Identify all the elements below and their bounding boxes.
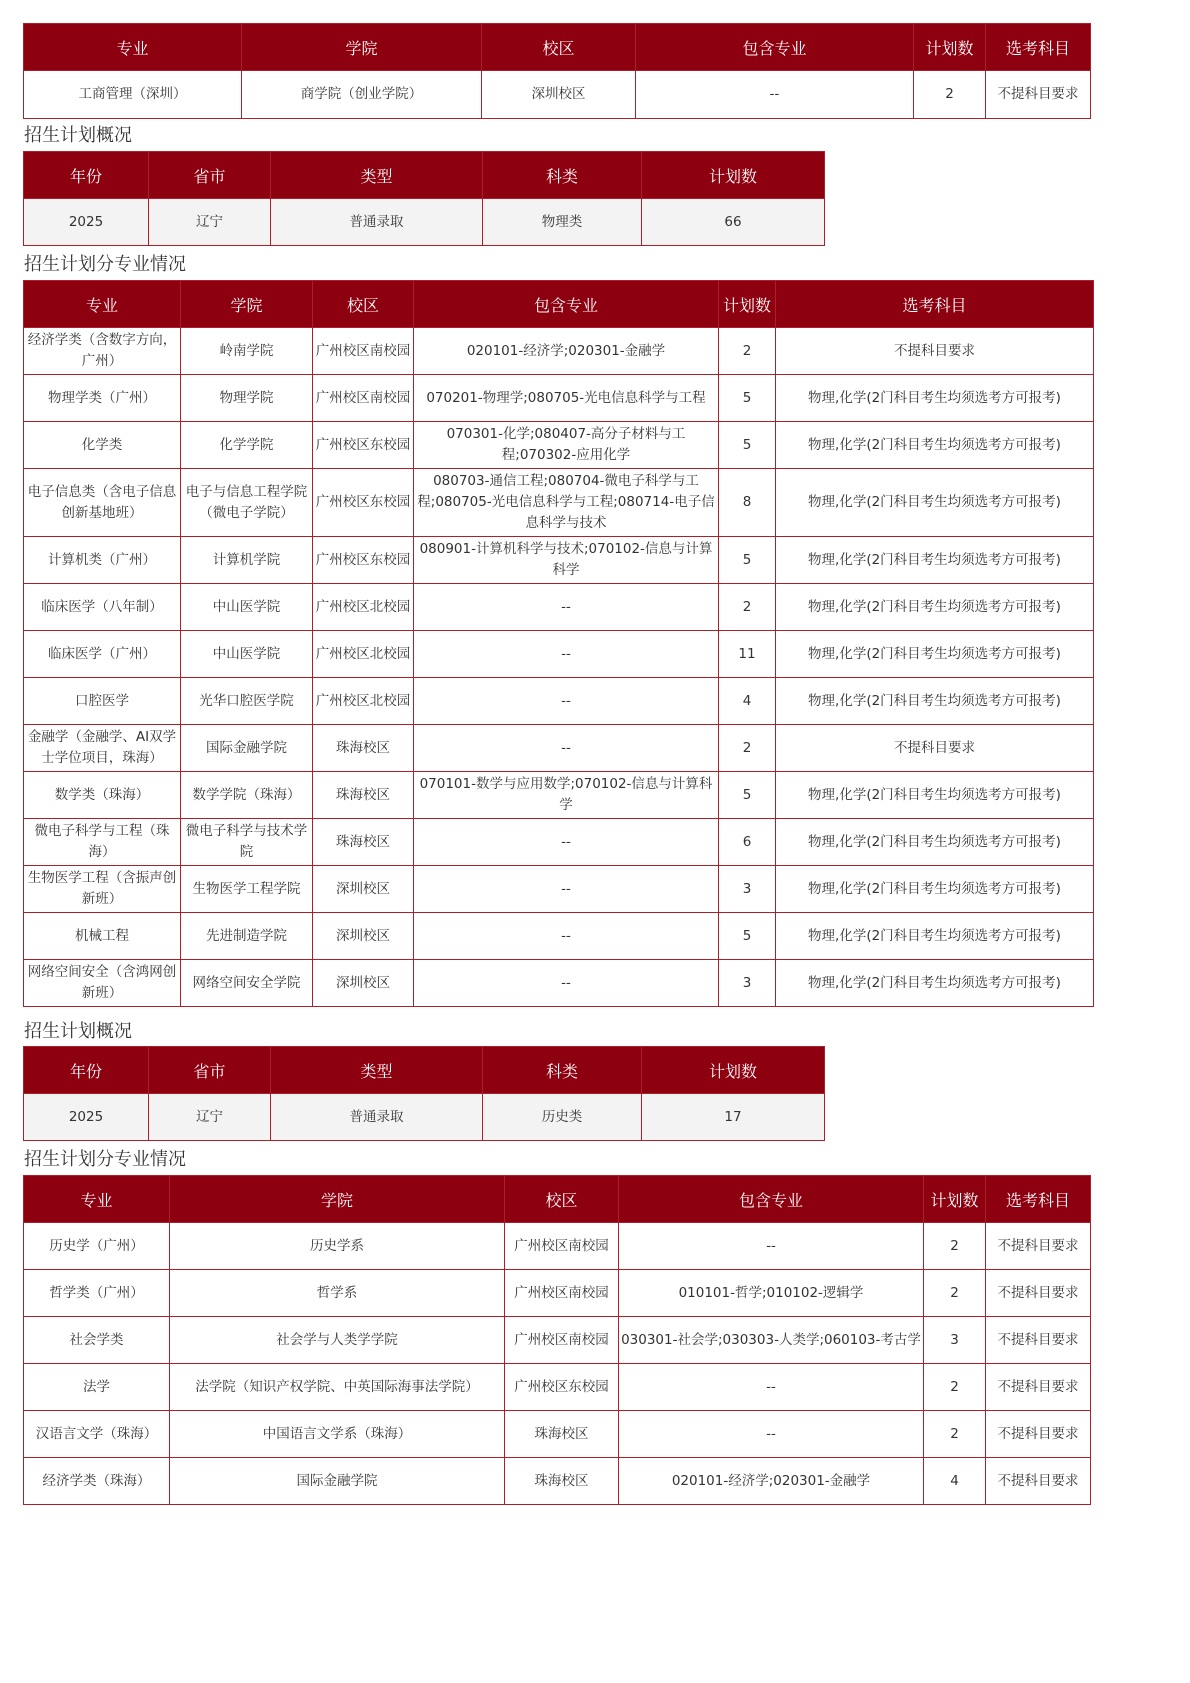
cell-major: 汉语言文学（珠海） xyxy=(24,1411,170,1458)
cell-subjects: 不提科目要求 xyxy=(776,725,1094,772)
table-row xyxy=(24,1270,1091,1317)
cell-major: 微电子科学与工程（珠海） xyxy=(24,819,181,866)
cell-campus: 珠海校区 xyxy=(313,772,414,819)
cell-included-majors: 070301-化学;080407-高分子材料与工程;070302-应用化学 xyxy=(414,422,719,469)
cell-college: 哲学系 xyxy=(170,1270,505,1317)
col-header-province: 省市 xyxy=(149,1047,271,1094)
cell-year: 2025 xyxy=(24,199,149,246)
cell-campus: 珠海校区 xyxy=(505,1411,619,1458)
cell-subjects: 不提科目要求 xyxy=(986,1364,1091,1411)
col-header-province: 省市 xyxy=(149,152,271,199)
col-header-included-majors: 包含专业 xyxy=(636,24,914,71)
cell-category: 物理类 xyxy=(483,199,642,246)
cell-college: 中山医学院 xyxy=(181,584,313,631)
cell-category: 历史类 xyxy=(483,1094,642,1141)
cell-included-majors: -- xyxy=(414,725,719,772)
table-row xyxy=(24,1094,825,1141)
cell-major: 历史学（广州） xyxy=(24,1223,170,1270)
table-row xyxy=(24,1317,1091,1364)
cell-college: 中山医学院 xyxy=(181,631,313,678)
table-row xyxy=(24,375,1094,422)
cell-campus: 广州校区东校园 xyxy=(313,537,414,584)
cell-college: 物理学院 xyxy=(181,375,313,422)
cell-college: 数学学院（珠海） xyxy=(181,772,313,819)
cell-major: 网络空间安全（含鸿网创新班） xyxy=(24,960,181,1007)
cell-plan-count: 2 xyxy=(924,1411,986,1458)
cell-subjects: 物理,化学(2门科目考生均须选考方可报考) xyxy=(776,422,1094,469)
cell-subjects: 不提科目要求 xyxy=(986,1270,1091,1317)
cell-campus: 深圳校区 xyxy=(313,866,414,913)
col-header-type: 类型 xyxy=(271,1047,483,1094)
cell-college: 社会学与人类学学院 xyxy=(170,1317,505,1364)
section-title-major-plan: 招生计划分专业情况 xyxy=(24,254,186,275)
table-row xyxy=(24,71,1091,119)
cell-campus: 深圳校区 xyxy=(313,913,414,960)
table-row xyxy=(24,328,1094,375)
cell-college: 电子与信息工程学院（微电子学院） xyxy=(181,469,313,537)
col-header-plan-count: 计划数 xyxy=(914,24,986,71)
cell-campus: 广州校区南校园 xyxy=(505,1270,619,1317)
table-row xyxy=(24,1458,1091,1505)
major-plan-table-history xyxy=(23,1175,1091,1505)
table-row xyxy=(24,631,1094,678)
table-row xyxy=(24,866,1094,913)
cell-college: 生物医学工程学院 xyxy=(181,866,313,913)
col-header-included-majors: 包含专业 xyxy=(619,1176,924,1223)
cell-major: 数学类（珠海） xyxy=(24,772,181,819)
cell-campus: 广州校区北校园 xyxy=(313,678,414,725)
plan-overview-table-history xyxy=(23,1046,825,1141)
table-row xyxy=(24,1364,1091,1411)
cell-included-majors: 020101-经济学;020301-金融学 xyxy=(619,1458,924,1505)
cell-plan-count: 2 xyxy=(924,1270,986,1317)
col-header-college: 学院 xyxy=(181,281,313,328)
col-header-plan-count: 计划数 xyxy=(642,1047,825,1094)
cell-plan-count: 2 xyxy=(719,328,776,375)
cell-subjects: 不提科目要求 xyxy=(986,1223,1091,1270)
cell-included-majors: -- xyxy=(414,913,719,960)
cell-college: 先进制造学院 xyxy=(181,913,313,960)
cell-subjects: 物理,化学(2门科目考生均须选考方可报考) xyxy=(776,913,1094,960)
col-header-college: 学院 xyxy=(170,1176,505,1223)
cell-major: 化学类 xyxy=(24,422,181,469)
cell-subjects: 物理,化学(2门科目考生均须选考方可报考) xyxy=(776,772,1094,819)
cell-included-majors: -- xyxy=(619,1223,924,1270)
cell-campus: 广州校区南校园 xyxy=(313,328,414,375)
col-header-campus: 校区 xyxy=(505,1176,619,1223)
col-header-major: 专业 xyxy=(24,1176,170,1223)
cell-campus: 珠海校区 xyxy=(313,819,414,866)
cell-subjects: 物理,化学(2门科目考生均须选考方可报考) xyxy=(776,375,1094,422)
cell-college: 商学院（创业学院） xyxy=(242,71,482,119)
cell-plan-count: 5 xyxy=(719,772,776,819)
cell-province: 辽宁 xyxy=(149,199,271,246)
table-row xyxy=(24,772,1094,819)
cell-college: 化学学院 xyxy=(181,422,313,469)
cell-campus: 广州校区南校园 xyxy=(313,375,414,422)
cell-college: 中国语言文学系（珠海） xyxy=(170,1411,505,1458)
cell-major: 计算机类（广州） xyxy=(24,537,181,584)
cell-campus: 广州校区南校园 xyxy=(505,1223,619,1270)
table-row xyxy=(24,422,1094,469)
cell-subjects: 物理,化学(2门科目考生均须选考方可报考) xyxy=(776,866,1094,913)
cell-subjects: 不提科目要求 xyxy=(776,328,1094,375)
col-header-category: 科类 xyxy=(483,152,642,199)
cell-major: 物理学类（广州） xyxy=(24,375,181,422)
cell-included-majors: 010101-哲学;010102-逻辑学 xyxy=(619,1270,924,1317)
cell-campus: 珠海校区 xyxy=(313,725,414,772)
cell-plan-count: 6 xyxy=(719,819,776,866)
cell-campus: 广州校区北校园 xyxy=(313,631,414,678)
cell-major: 工商管理（深圳） xyxy=(24,71,242,119)
section-title-plan-overview: 招生计划概况 xyxy=(24,1021,132,1042)
cell-plan-count: 3 xyxy=(719,866,776,913)
cell-plan-count: 2 xyxy=(914,71,986,119)
col-header-college: 学院 xyxy=(242,24,482,71)
cell-subjects: 不提科目要求 xyxy=(986,1411,1091,1458)
cell-year: 2025 xyxy=(24,1094,149,1141)
major-table-top xyxy=(23,23,1091,119)
cell-major: 哲学类（广州） xyxy=(24,1270,170,1317)
cell-campus: 深圳校区 xyxy=(482,71,636,119)
table-row xyxy=(24,199,825,246)
table-header-row xyxy=(24,24,1091,71)
cell-plan-count: 17 xyxy=(642,1094,825,1141)
col-header-campus: 校区 xyxy=(313,281,414,328)
cell-major: 生物医学工程（含振声创新班） xyxy=(24,866,181,913)
cell-plan-count: 2 xyxy=(719,584,776,631)
cell-campus: 深圳校区 xyxy=(313,960,414,1007)
cell-major: 法学 xyxy=(24,1364,170,1411)
col-header-subjects: 选考科目 xyxy=(986,24,1091,71)
table-header-row xyxy=(24,281,1094,328)
table-header-row xyxy=(24,1047,825,1094)
col-header-included-majors: 包含专业 xyxy=(414,281,719,328)
cell-subjects: 物理,化学(2门科目考生均须选考方可报考) xyxy=(776,678,1094,725)
cell-plan-count: 4 xyxy=(719,678,776,725)
table-header-row xyxy=(24,152,825,199)
table-row xyxy=(24,678,1094,725)
col-header-campus: 校区 xyxy=(482,24,636,71)
col-header-subjects: 选考科目 xyxy=(776,281,1094,328)
cell-subjects: 物理,化学(2门科目考生均须选考方可报考) xyxy=(776,584,1094,631)
cell-included-majors: 030301-社会学;030303-人类学;060103-考古学 xyxy=(619,1317,924,1364)
cell-plan-count: 3 xyxy=(924,1317,986,1364)
cell-plan-count: 5 xyxy=(719,537,776,584)
cell-included-majors: -- xyxy=(414,678,719,725)
cell-type: 普通录取 xyxy=(271,1094,483,1141)
cell-subjects: 物理,化学(2门科目考生均须选考方可报考) xyxy=(776,537,1094,584)
cell-subjects: 物理,化学(2门科目考生均须选考方可报考) xyxy=(776,960,1094,1007)
cell-included-majors: 070101-数学与应用数学;070102-信息与计算科学 xyxy=(414,772,719,819)
cell-campus: 广州校区东校园 xyxy=(313,469,414,537)
cell-major: 电子信息类（含电子信息创新基地班） xyxy=(24,469,181,537)
section-title-plan-overview: 招生计划概况 xyxy=(24,125,132,146)
cell-subjects: 不提科目要求 xyxy=(986,1458,1091,1505)
cell-college: 光华口腔医学院 xyxy=(181,678,313,725)
cell-included-majors: 070201-物理学;080705-光电信息科学与工程 xyxy=(414,375,719,422)
cell-plan-count: 3 xyxy=(719,960,776,1007)
cell-subjects: 不提科目要求 xyxy=(986,1317,1091,1364)
table-row xyxy=(24,1411,1091,1458)
cell-subjects: 物理,化学(2门科目考生均须选考方可报考) xyxy=(776,819,1094,866)
col-header-plan-count: 计划数 xyxy=(642,152,825,199)
cell-included-majors: -- xyxy=(619,1411,924,1458)
col-header-year: 年份 xyxy=(24,152,149,199)
cell-included-majors: -- xyxy=(414,631,719,678)
cell-college: 岭南学院 xyxy=(181,328,313,375)
cell-subjects: 物理,化学(2门科目考生均须选考方可报考) xyxy=(776,469,1094,537)
cell-college: 计算机学院 xyxy=(181,537,313,584)
col-header-plan-count: 计划数 xyxy=(719,281,776,328)
table-row xyxy=(24,1223,1091,1270)
col-header-major: 专业 xyxy=(24,24,242,71)
cell-major: 机械工程 xyxy=(24,913,181,960)
cell-major: 口腔医学 xyxy=(24,678,181,725)
cell-campus: 广州校区东校园 xyxy=(313,422,414,469)
col-header-type: 类型 xyxy=(271,152,483,199)
col-header-major: 专业 xyxy=(24,281,181,328)
cell-plan-count: 2 xyxy=(924,1223,986,1270)
table-row xyxy=(24,725,1094,772)
cell-plan-count: 11 xyxy=(719,631,776,678)
cell-major: 金融学（金融学、AI双学士学位项目，珠海） xyxy=(24,725,181,772)
table-row xyxy=(24,913,1094,960)
cell-major: 临床医学（八年制） xyxy=(24,584,181,631)
cell-plan-count: 5 xyxy=(719,913,776,960)
cell-campus: 广州校区北校园 xyxy=(313,584,414,631)
col-header-subjects: 选考科目 xyxy=(986,1176,1091,1223)
section-title-major-plan: 招生计划分专业情况 xyxy=(24,1149,186,1170)
table-row xyxy=(24,960,1094,1007)
col-header-year: 年份 xyxy=(24,1047,149,1094)
cell-major: 临床医学（广州） xyxy=(24,631,181,678)
cell-college: 国际金融学院 xyxy=(170,1458,505,1505)
cell-subjects: 物理,化学(2门科目考生均须选考方可报考) xyxy=(776,631,1094,678)
cell-included-majors: -- xyxy=(414,960,719,1007)
table-header-row xyxy=(24,1176,1091,1223)
cell-major: 经济学类（珠海） xyxy=(24,1458,170,1505)
cell-college: 网络空间安全学院 xyxy=(181,960,313,1007)
cell-included-majors: -- xyxy=(636,71,914,119)
cell-included-majors: 020101-经济学;020301-金融学 xyxy=(414,328,719,375)
cell-college: 法学院（知识产权学院、中英国际海事法学院） xyxy=(170,1364,505,1411)
table-row xyxy=(24,537,1094,584)
cell-included-majors: -- xyxy=(414,819,719,866)
cell-campus: 广州校区东校园 xyxy=(505,1364,619,1411)
cell-plan-count: 2 xyxy=(719,725,776,772)
cell-college: 历史学系 xyxy=(170,1223,505,1270)
cell-subjects: 不提科目要求 xyxy=(986,71,1091,119)
cell-included-majors: -- xyxy=(414,866,719,913)
table-row xyxy=(24,819,1094,866)
table-row xyxy=(24,584,1094,631)
cell-plan-count: 5 xyxy=(719,422,776,469)
cell-major: 经济学类（含数字方向，广州） xyxy=(24,328,181,375)
table-row xyxy=(24,469,1094,537)
cell-included-majors: -- xyxy=(414,584,719,631)
cell-province: 辽宁 xyxy=(149,1094,271,1141)
cell-included-majors: 080703-通信工程;080704-微电子科学与工程;080705-光电信息科学与工程;080714-电子信息科学与技术 xyxy=(414,469,719,537)
cell-plan-count: 4 xyxy=(924,1458,986,1505)
cell-plan-count: 5 xyxy=(719,375,776,422)
cell-campus: 珠海校区 xyxy=(505,1458,619,1505)
cell-campus: 广州校区南校园 xyxy=(505,1317,619,1364)
cell-college: 国际金融学院 xyxy=(181,725,313,772)
cell-plan-count: 66 xyxy=(642,199,825,246)
plan-overview-table-physics xyxy=(23,151,825,246)
cell-plan-count: 2 xyxy=(924,1364,986,1411)
cell-major: 社会学类 xyxy=(24,1317,170,1364)
cell-included-majors: 080901-计算机科学与技术;070102-信息与计算科学 xyxy=(414,537,719,584)
cell-included-majors: -- xyxy=(619,1364,924,1411)
cell-type: 普通录取 xyxy=(271,199,483,246)
major-plan-table-physics xyxy=(23,280,1094,1007)
col-header-category: 科类 xyxy=(483,1047,642,1094)
cell-college: 微电子科学与技术学院 xyxy=(181,819,313,866)
col-header-plan-count: 计划数 xyxy=(924,1176,986,1223)
cell-plan-count: 8 xyxy=(719,469,776,537)
